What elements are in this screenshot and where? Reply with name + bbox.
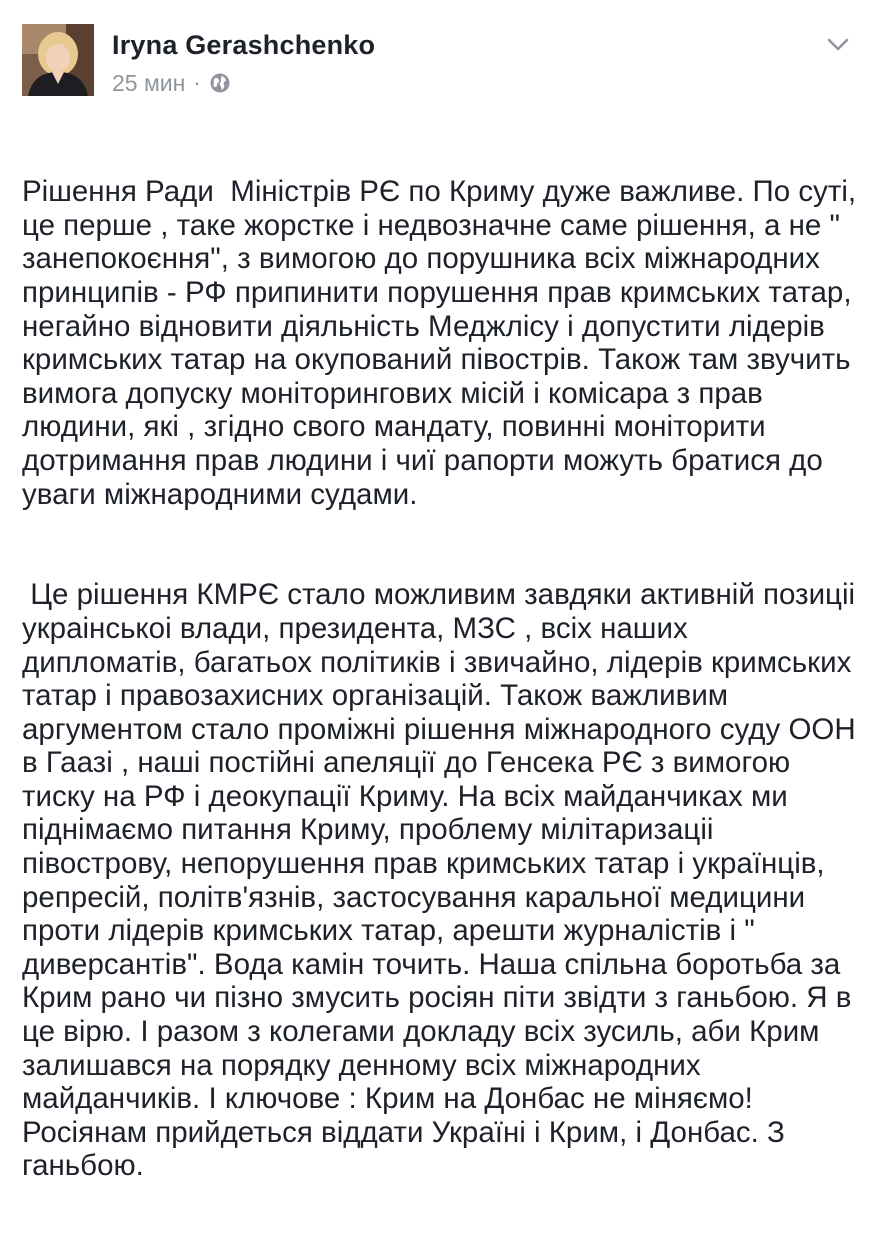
post-timestamp[interactable]: 25 мин: [112, 69, 186, 96]
post-paragraph: Рішення Ради Міністрів РЄ по Криму дуже важливе. По суті, це перше , таке жорстке і недвозначне саме рішення, а не " занепокоєння", з вимогою до порушника всіх міжнародних принципів - РФ припинити порушення прав кримських татар, негайно відновити діяльність Меджлісу і допустити лідерів кримських татар на окупований півострів. Також там звучить вимога допуску моніторингових місій і комісара з прав людини, які , згідно свого мандату, повинні моніторити дотримання прав людини і чиї рапорти можуть братися до уваги міжнародними судами.: [22, 175, 865, 511]
author-name[interactable]: Iryna Gerashchenko: [112, 30, 376, 60]
globe-icon[interactable]: [209, 72, 231, 94]
avatar-photo: [22, 24, 94, 96]
post-meta: [112, 68, 231, 98]
post-header: [22, 24, 852, 100]
post-text: [22, 108, 865, 1250]
chevron-down-icon[interactable]: [824, 30, 852, 58]
avatar[interactable]: [22, 24, 94, 96]
post-paragraph: Це рішення КМРЄ стало можливим завдяки активній позиціі украінськоі влади, президента, МЗС , всіх наших дипломатів, багатьох політиків і звичайно, лідерів кримських татар і правозахисних організацій. Також важливим аргументом стало проміжні рішення міжнародного суду ООН в Гаазі , наші постійні апеляції до Генсека РЄ з вимогою тиску на РФ і деокупації Криму. На всіх майданчиках ми піднімаємо питання Криму, проблему мілітаризаціі півострову, непорушення прав кримських татар і українців, репресій, політв'язнів, застосування каральної медицини проти лідерів кримських татар, арешти журналістів і " диверсантів". Вода камін точить. Наша спільна боротьба за Крим рано чи пізно змусить росіян піти звідти з ганьбою. Я в це вірю. І разом з колегами докладу всіх зусиль, аби Крим залишався на порядку денному всіх міжнародних майданчиків. І ключове : Крим на Донбас не міняємо! Росіянам прийдеться віддати Україні і Крим, і Донбас. З ганьбою.: [22, 578, 864, 1183]
meta-separator: ·: [193, 70, 201, 95]
